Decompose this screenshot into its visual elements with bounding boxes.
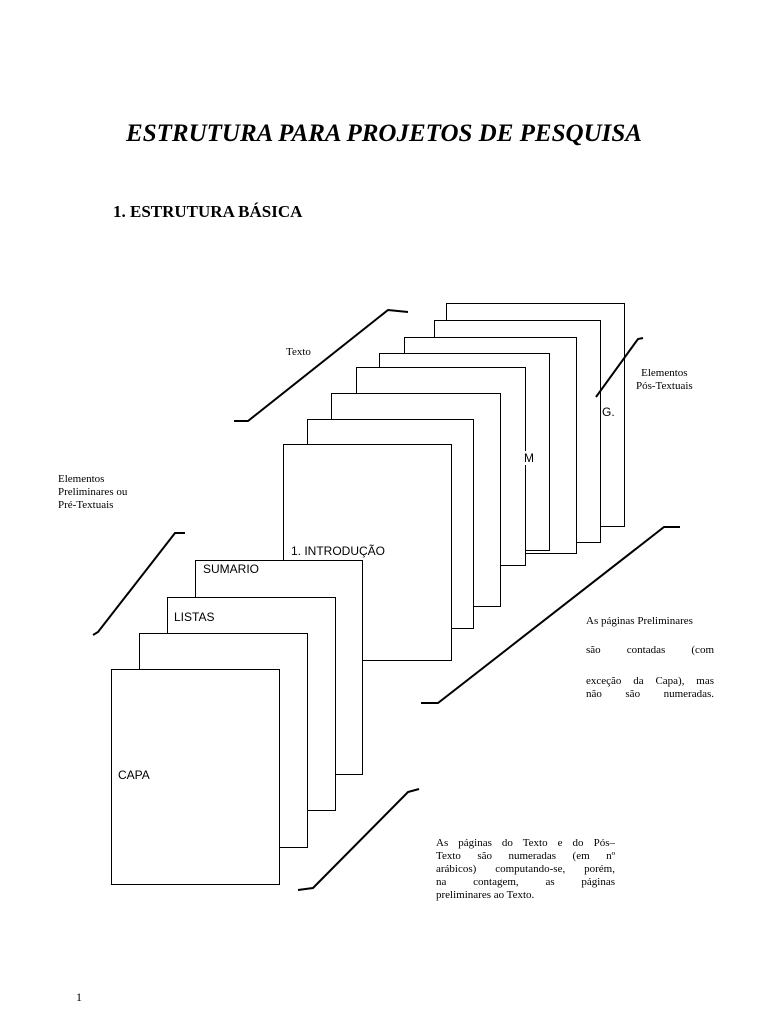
page-label-introducao: 1. INTRODUÇÃO	[291, 544, 386, 558]
note-texto-line-2: Texto são numeradas (em nº	[436, 850, 615, 862]
note-preliminares-line-4: não são numeradas.	[586, 688, 714, 700]
page-label-partial-m: M	[524, 451, 534, 465]
label-pre-textuais-line-2: Preliminares ou	[58, 486, 128, 498]
page-label-capa: CAPA	[118, 768, 150, 782]
label-pos-textuais	[636, 367, 693, 393]
bracket-pre-textuais	[93, 533, 185, 635]
bracket-texto-note	[298, 789, 419, 890]
page-label-partial-g: G.	[602, 405, 615, 419]
label-pre-textuais-line-1: Elementos	[58, 473, 105, 485]
document-title: ESTRUTURA PARA PROJETOS DE PESQUISA	[126, 120, 642, 147]
bracket-texto	[234, 310, 408, 421]
note-texto	[436, 837, 615, 902]
label-pre-textuais-line-3: Pré-Textuais	[58, 499, 114, 511]
note-preliminares-line-2: são contadas (com	[586, 644, 714, 656]
page-number: 1	[76, 990, 82, 1004]
note-preliminares	[586, 615, 714, 701]
note-texto-line-3: arábicos) computando-se, porém,	[436, 863, 615, 875]
note-texto-line-5: preliminares ao Texto.	[436, 889, 535, 901]
label-pre-textuais	[58, 473, 127, 512]
label-pos-textuais-line-2: Pós-Textuais	[636, 380, 693, 392]
note-preliminares-line-3: exceção da Capa), mas	[586, 675, 714, 687]
section-heading: 1. ESTRUTURA BÁSICA	[113, 202, 303, 221]
note-preliminares-line-1: As páginas Preliminares	[586, 615, 693, 627]
label-texto: Texto	[286, 346, 311, 358]
note-texto-line-4: na contagem, as páginas	[436, 876, 615, 888]
page-label-sumario: SUMARIO	[203, 562, 260, 576]
label-pos-textuais-line-1: Elementos	[641, 367, 688, 379]
page-label-listas: LISTAS	[174, 610, 215, 624]
note-texto-line-1: As páginas do Texto e do Pós–	[436, 837, 615, 849]
